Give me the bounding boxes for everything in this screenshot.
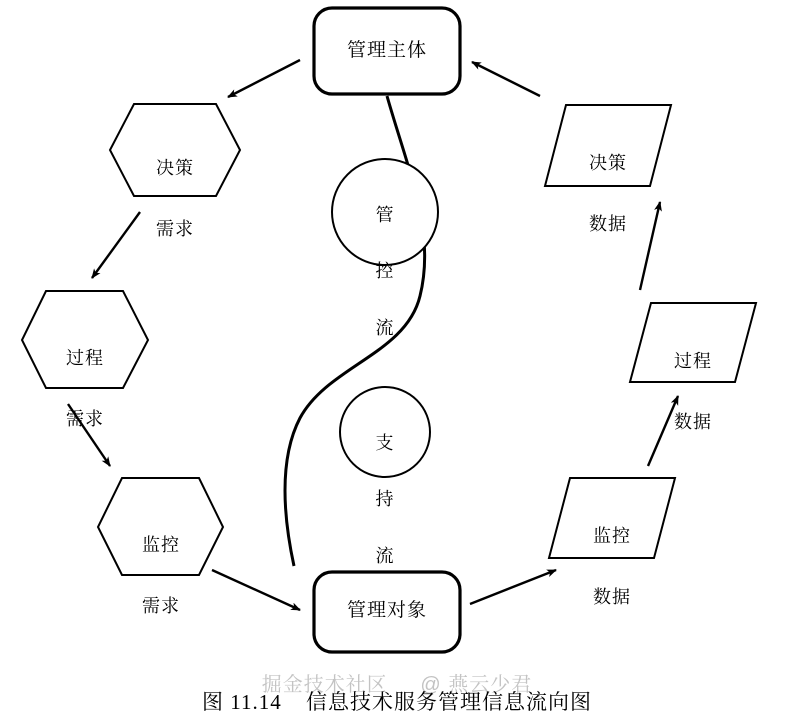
label-line: 数据: [593, 586, 631, 607]
node-process-data: [630, 303, 756, 382]
label-line: 流: [375, 546, 395, 567]
label-management-object: 管理对象: [346, 600, 427, 621]
edge-monitor-data-to-process-data: [648, 396, 678, 466]
figure-title: 信息技术服务管理信息流向图: [305, 690, 592, 714]
node-monitor-demand: [98, 478, 223, 575]
label-line: 监控: [593, 526, 631, 547]
label-line: 决策: [589, 153, 627, 174]
label-line: 需求: [66, 408, 104, 429]
node-process-demand: [22, 291, 148, 388]
edge-process-demand-to-monitor-demand: [68, 404, 110, 466]
label-line: 管: [375, 204, 395, 225]
node-monitor-data: [549, 478, 675, 558]
label-line: 流: [375, 318, 395, 339]
edge-decision-demand-to-process-demand: [92, 212, 140, 278]
label-line: 持: [375, 489, 395, 510]
watermark-right-text: @ 燕云少君: [420, 674, 533, 696]
label-line: 控: [375, 261, 395, 282]
edge-subject-to-decision-demand: [228, 60, 300, 97]
node-support-flow: [340, 387, 430, 477]
node-decision-demand: [110, 104, 240, 196]
label-line: 需求: [142, 595, 180, 616]
figure-number: 图 11.14: [202, 690, 282, 714]
label-line: 过程: [66, 348, 104, 369]
node-management-subject: [314, 8, 460, 94]
edge-process-data-to-decision-data: [640, 202, 660, 290]
figure-caption: [0, 686, 794, 716]
label-line: 数据: [674, 411, 712, 432]
node-decision-data: [545, 105, 671, 186]
edge-decision-data-to-subject: [472, 62, 540, 96]
node-control-flow: [332, 159, 438, 265]
edge-object-to-monitor-data: [470, 570, 556, 604]
label-line: 过程: [674, 351, 712, 372]
label-line: 支: [375, 432, 395, 453]
watermark-left-text: 掘金技术社区: [261, 674, 388, 696]
label-line: 需求: [156, 218, 194, 239]
label-management-subject: 管理主体: [346, 40, 427, 61]
label-line: 数据: [589, 213, 627, 234]
node-management-object: [314, 572, 460, 652]
label-line: 监控: [142, 535, 180, 556]
edge-monitor-demand-to-object: [212, 570, 300, 610]
label-line: 决策: [156, 158, 194, 179]
